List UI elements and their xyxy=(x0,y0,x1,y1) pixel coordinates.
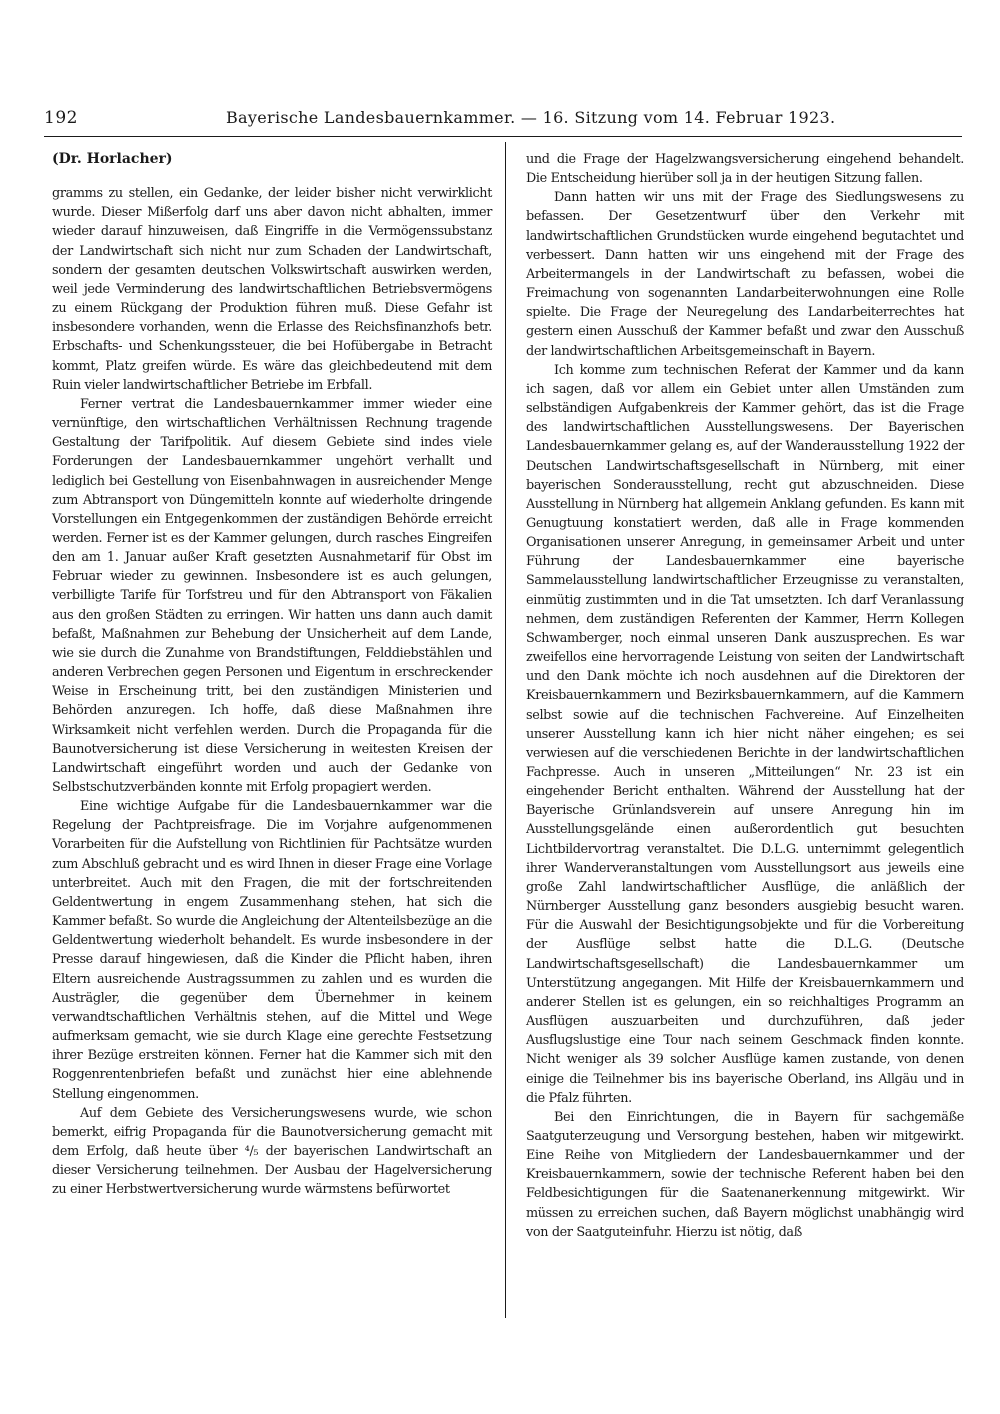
paragraph: gramms zu stellen, ein Gedanke, der leider bisher nicht verwirklicht wurde. Dieser Mißerfolg darf uns aber davon nicht abhalten, immer wieder darauf hinzuweisen, daß Eingriffe in die Vermögenssubstanz der Landwirtschaft sich nicht nur zum Schaden der Landwirtschaft, sondern der gesamten deutschen Volkswirtschaft auswirken werden, weil jede Verminderung des landwirtschaftlichen Betriebsvermögens zu einem Rückgang der Produktion führen muß. Diese Gefahr ist insbesondere vorhanden, wenn die Erlasse des Reichsfinanzhofs betr. Erbschafts- und Schenkungssteuer, die bei Hofübergabe in Betracht kommt, Platz greifen würde. Es wäre das gleichbedeutend mit dem Ruin vieler landwirtschaftlicher Betriebe im Erbfall. xyxy=(52,186,492,393)
speaker-label: (Dr. Horlacher) xyxy=(52,151,173,167)
paragraph: Ich komme zum technischen Referat der Kammer und da kann ich sagen, daß vor allem ein Gebiet unter allen Umständen zum selbständigen Aufgabenkreis der Kammer gehört, das ist die Frage des landwirtschaftlichen Ausstellungswesens. Der Bayerischen Landesbauernkammer gelang es, auf der Wanderausstellung 1922 der Deutschen Landwirtschaftsgesellschaft in Nürnberg, mit einer bayerischen Sonderausstellung, recht gut abzuschneiden. Diese Ausstellung in Nürnberg hat allgemein Anklang gefunden. Es kann mit Genugtuung konstatiert werden, daß alle in Frage kommenden Organisationen unserer Anregung, in gemeinsamer Arbeit und unter Führung der Landesbauernkammer eine bayerische Sammelausstellung landwirtschaftlicher Erzeugnisse zu veranstalten, einmütig zustimmten und in die Tat umsetzten. Ich darf Veranlassung nehmen, dem zuständigen Referenten der Kammer, Herrn Kollegen Schwamberger, noch einmal unseren Dank auszusprechen. Es war zweifellos eine hervorragende Leistung von seiten der Landwirtschaft und den Dank möchte ich noch ausdehnen auf die Direktoren der Kreisbauernkammern und Bezirksbauernkammern, auf die Kammern selbst sowie auf die technischen Fachvereine. Auf Einzelheiten unserer Ausstellung kann ich hier nicht näher eingehen; es sei verwiesen auf die verschiedenen Berichte in der landwirtschaftlichen Fachpresse. Auch in unseren „Mitteilungen“ Nr. 23 ist ein eingehender Bericht enthalten. Während der Ausstellung hat der Bayerische Grünlandsverein auf unsere Anregung hin im Ausstellungsgelände einen außerordentlich gut besuchten Lichtbildervortrag veranstaltet. Die D.L.G. unternimmt gelegentlich ihrer Wanderveranstaltungen vom Ausstellungsort aus jeweils eine große Zahl landwirtschaftlicher Ausflüge, die anläßlich der Nürnberger Ausstellung ganz besonders ausgiebig besucht waren. Für die Auswahl der Besichtigungsobjekte und für die Vorbereitung der Ausflüge selbst hatte die D.L.G. (Deutsche Landwirtschaftsgesellschaft) die Landesbauernkammer um Unterstützung angegangen. Mit Hilfe der Kreisbauernkammern und anderer Stellen ist es gelungen, ein so reichhaltiges Programm an Ausflügen auszuarbeiten und durchzuführen, daß jeder Ausflugslustige eine Tour nach seinem Geschmack finden konnte. Nicht weniger als 39 solcher Ausflüge kamen zustande, von denen einige die Teilnehmer bis ins bayerische Oberland, ins Allgäu und in die Pfalz führten. xyxy=(526,362,964,1106)
paragraph: Eine wichtige Aufgabe für die Landesbauernkammer war die Regelung der Pachtpreisfrage. Die im Vorjahre aufgenommenen Vorarbeiten für die Aufstellung von Richtlinien für Pachtsätze wurden zum Abschluß gebracht und es wird Ihnen in dieser Frage eine Vorlage unterbreitet. Auch mit den Fragen, die mit der fortschreitenden Geldentwertung in engem Zusammenhang stehen, hat sich die Kammer befaßt. So wurde die Angleichung der Altenteilsbezüge an die Geldentwertung wiederholt behandelt. Es wurde insbesondere in der Presse darauf hingewiesen, daß die Kinder die Pflicht haben, ihren Eltern ausreichende Austragssummen zu zahlen und es wurden die Austrägler, die gegenüber dem Übernehmer in keinem verwandtschaftlichen Verhältnis stehen, auf die Mittel und Wege aufmerksam gemacht, wie sie durch Klage eine gerechte Festsetzung ihrer Bezüge erstreiten können. Ferner hat die Kammer sich mit den Roggenrentenbriefen befaßt und zunächst hier eine ablehnende Stellung eingenommen. xyxy=(52,799,492,1102)
running-head: Bayerische Landesbauernkammer. — 16. Sitzung vom 14. Februar 1923. xyxy=(226,108,836,127)
paragraph: Ferner vertrat die Landesbauernkammer immer wieder eine vernünftige, den wirtschaftlichen Verhältnissen Rechnung tragende Gestaltung der Tarifpolitik. Auf diesem Gebiete sind indes viele Forderungen der Landesbauernkammer ungehört verhallt und lediglich bei Gestellung von Eisenbahnwagen in ausreichender Menge zum Abtransport von Düngemitteln konnte auf wiederholte dringende Vorstellungen ein Entgegenkommen der zuständigen Behörde erreicht werden. Ferner ist es der Kammer gelungen, durch rasches Eingreifen den am 1. Januar außer Kraft gesetzten Ausnahmetarif für Obst im Februar wieder zu gewinnen. Insbesondere ist es auch gelungen, verbilligte Tarife für Torfstreu und für den Abtransport von Fäkalien aus den großen Städten zu erringen. Wir hatten uns dann auch damit befaßt, Maßnahmen zur Behebung der Unsicherheit auf dem Lande, wie sie durch die Zunahme von Brandstiftungen, Felddiebstählen und anderen Verbrechen gegen Personen und Eigentum in erschreckender Weise in Erscheinung tritt, bei den zuständigen Ministerien und Behörden anzuregen. Ich hoffe, daß diese Maßnahmen ihre Wirksamkeit nicht verfehlen werden. Durch die Propaganda für die Baunotversicherung ist diese Versicherung in weitesten Kreisen der Landwirtschaft eingeführt worden und auch der Gedanke von Selbstschutzverbänden konnte mit Erfolg propagiert werden. xyxy=(52,396,492,795)
right-column xyxy=(526,150,964,1242)
column-divider xyxy=(505,142,506,1318)
left-column xyxy=(52,150,492,1199)
paragraph: und die Frage der Hagelzwangsversicherung eingehend behandelt. Die Entscheidung hierüber soll ja in der heutigen Sitzung fallen. xyxy=(526,152,964,187)
paragraph: Auf dem Gebiete des Versicherungswesens wurde, wie schon bemerkt, eifrig Propaganda für die Baunotversicherung gemacht mit dem Erfolg, daß heute über ⁴/₅ der bayerischen Landwirtschaft an dieser Versicherung teilnehmen. Der Ausbau der Hagelversicherung zu einer Herbstwertversicherung wurde wärmstens befürwortet xyxy=(52,1105,492,1198)
paragraph: Bei den Einrichtungen, die in Bayern für sachgemäße Saatguterzeugung und Versorgung bestehen, haben wir mitgewirkt. Eine Reihe von Mitgliedern der Landesbauernkammer und der Kreisbauernkammern, sowie der technische Referent haben bei den Feldbesichtigungen für die Saatenanerkennung mitgewirkt. Wir müssen zu erreichen suchen, daß Bayern möglichst unabhängig wird von der Saatguteinfuhr. Hierzu ist nötig, daß xyxy=(526,1109,964,1240)
paragraph: Dann hatten wir uns mit der Frage des Siedlungswesens zu befassen. Der Gesetzentwurf über den Verkehr mit landwirtschaftlichen Grundstücken wurde eingehend begutachtet und verbessert. Dann hatten wir uns eingehend mit der Frage des Arbeitermangels in der Landwirtschaft zu befassen, wobei die Freimachung von sogenannten Landarbeiterwohnungen eine Rolle spielte. Die Frage der Neuregelung des Landarbeiterrechtes hat gestern einen Ausschuß der Kammer befaßt und zwar den Ausschuß der landwirtschaftlichen Arbeitsgemeinschaft in Bayern. xyxy=(526,190,964,359)
page-number: 192 xyxy=(44,108,78,128)
page-header xyxy=(44,106,962,137)
